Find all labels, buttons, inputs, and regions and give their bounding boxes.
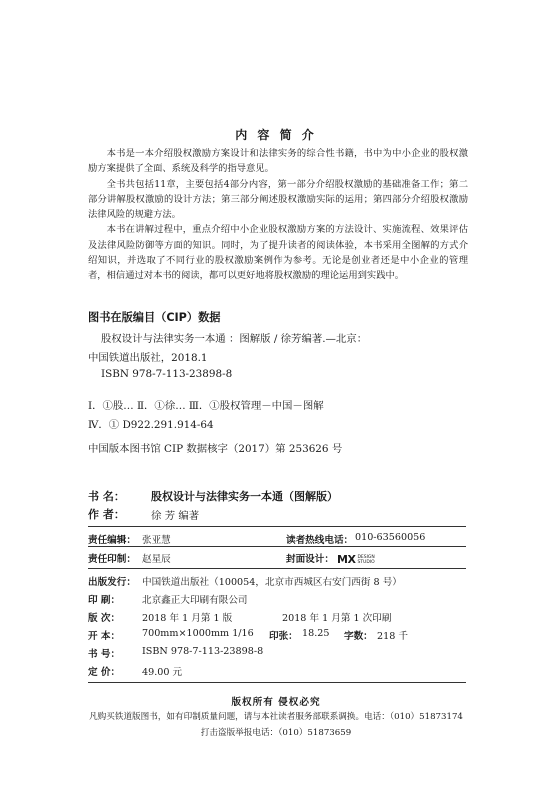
cip-title: 图书在版编目（CIP）数据: [88, 311, 221, 324]
rights-reserved: 版权所有 侵权必究: [231, 697, 321, 708]
print-label: 印 刷：: [88, 595, 121, 606]
isbn-label: 书 号：: [88, 649, 121, 660]
price: 49.00 元: [142, 667, 183, 678]
format: 700mm×1000mm 1/16: [142, 628, 254, 639]
intro-paragraph-2: 全书共包括11章，主要包括4部分内容，第一部分介绍股权激励的基础准备工作；第二部分讲解股权激励的设计方法；第三部分阐述股权激励实际的运用；第四部分介绍股权激励法律风险的规避方法。: [88, 178, 468, 221]
price-label: 定 价：: [88, 667, 121, 678]
divider-1: [88, 526, 466, 527]
edition: 2018 年 1 月第 1 版: [142, 613, 233, 624]
cip-line-5: Ⅳ．① D922.291.914-64: [88, 419, 214, 431]
divider-2: [88, 546, 466, 547]
cip-line-1: 股权设计与法律实务一本通 ：图解版 / 徐芳编著.—北京：: [101, 333, 368, 345]
editor-label: 责任编辑：: [88, 535, 136, 546]
format-label: 开 本：: [88, 631, 121, 642]
cip-line-2: 中国铁道出版社，2018.1: [88, 352, 208, 364]
mx-logo-mark: MX: [337, 553, 356, 566]
service-notice: 凡购买铁道版图书，如有印制质量问题，请与本社读者服务部联系调换。电话：（010）51873174: [89, 712, 463, 722]
cover-design-logo: [337, 549, 375, 568]
edition-label: 版 次：: [88, 613, 121, 624]
cip-line-4: Ⅰ．①股… Ⅱ．①徐… Ⅲ．①股权管理－中国－图解: [88, 400, 324, 412]
sheets-label: 印张：: [269, 631, 298, 642]
words-label: 字数：: [344, 631, 373, 642]
intro-paragraph-1: 本书是一本介绍股权激励方案设计和法律实务的综合性书籍，书中为中小企业的股权激励方案提供了全面、系统及科学的指导意见。: [88, 148, 468, 175]
hotline-number: 010-63560056: [355, 532, 426, 543]
printer-label: 责任印制：: [88, 554, 136, 565]
hotline-label: 读者热线电话：: [286, 535, 354, 546]
book-author-label: 作 者：: [88, 508, 125, 521]
divider-4: [88, 682, 466, 683]
book-name-label: 书 名：: [88, 490, 125, 503]
printer-name: 赵星辰: [142, 554, 171, 565]
intro-title: 内 容 简 介: [235, 128, 317, 142]
book-name: 股权设计与法律实务一本通（图解版）: [151, 490, 338, 503]
cip-line-6: 中国版本图书馆 CIP 数据核字（2017）第 253626 号: [88, 443, 343, 455]
editor-name: 张亚慧: [142, 535, 171, 546]
publisher-label: 出版发行：: [88, 577, 136, 588]
intro-paragraph-3: 本书在讲解过程中，重点介绍中小企业股权激励方案的方法设计、实施流程、效果评估及法律风险防御等方面的知识。同时，为了提升读者的阅读体验，本书采用全图解的方式介绍知识，并选取了不同行业的股权激励案例作为参考。无论是创业者还是中小企业的管理者，相信通过对本书的阅读，都可以更好地将股权激励的理论运用到实践中。: [88, 224, 468, 282]
cip-isbn: ISBN 978-7-113-23898-8: [101, 368, 233, 380]
cover-design-label: 封面设计：: [286, 554, 334, 565]
book-author: 徐 芳 编著: [151, 510, 200, 522]
divider-3: [88, 568, 466, 569]
words: 218 千: [377, 631, 408, 642]
publisher: 中国铁道出版社（100054，北京市西城区右安门西街 8 号）: [142, 577, 402, 588]
piracy-hotline: 打击盗版举报电话：（010）51873659: [200, 728, 352, 738]
mx-logo-text: DESIGN STUDIO: [357, 554, 375, 565]
isbn: ISBN 978-7-113-23898-8: [142, 646, 264, 657]
impression: 2018 年 1 月第 1 次印刷: [282, 613, 392, 624]
intro-body: [88, 146, 468, 284]
sheets: 18.25: [302, 628, 330, 639]
printer-company: 北京鑫正大印刷有限公司: [142, 595, 248, 606]
